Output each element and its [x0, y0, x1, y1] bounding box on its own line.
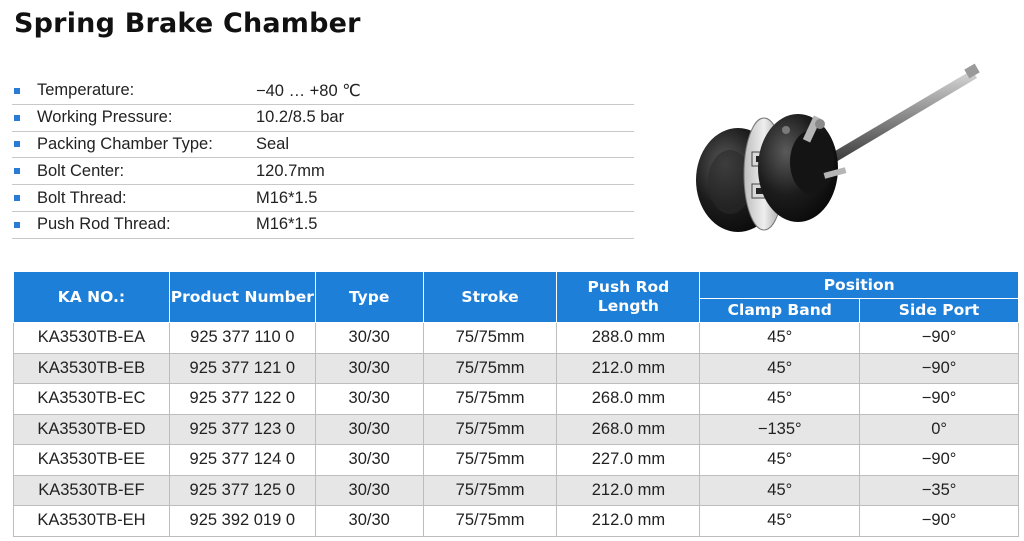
cell-push-rod-length: 268.0 mm — [557, 384, 700, 415]
cell-stroke: 75/75mm — [423, 414, 557, 445]
table-row — [14, 323, 1019, 354]
cell-type: 30/30 — [315, 353, 423, 384]
cell-stroke: 75/75mm — [423, 323, 557, 354]
cell-push-rod-length: 268.0 mm — [557, 414, 700, 445]
col-header-side-port: Side Port — [860, 299, 1019, 323]
col-header-type: Type — [315, 272, 423, 323]
bullet-square-icon — [14, 222, 20, 228]
cell-product-number: 925 377 110 0 — [169, 323, 315, 354]
cell-product-number: 925 377 124 0 — [169, 445, 315, 476]
cell-clamp-band: 45° — [700, 475, 860, 506]
cell-type: 30/30 — [315, 445, 423, 476]
cell-product-number: 925 377 125 0 — [169, 475, 315, 506]
spec-list — [12, 78, 634, 239]
cell-clamp-band: 45° — [700, 506, 860, 537]
spec-value: Seal — [256, 134, 290, 153]
cell-ka-no: KA3530TB-EE — [14, 445, 170, 476]
spec-row — [12, 212, 634, 239]
cell-stroke: 75/75mm — [423, 506, 557, 537]
cell-ka-no: KA3530TB-EF — [14, 475, 170, 506]
cell-ka-no: KA3530TB-EB — [14, 353, 170, 384]
cell-stroke: 75/75mm — [423, 445, 557, 476]
bullet-square-icon — [14, 88, 20, 94]
col-header-ka-no: KA NO.: — [14, 272, 170, 323]
brake-chamber-product-image — [690, 62, 990, 252]
cell-product-number: 925 392 019 0 — [169, 506, 315, 537]
spec-value: 120.7mm — [256, 161, 325, 180]
cell-ka-no: KA3530TB-ED — [14, 414, 170, 445]
bullet-square-icon — [14, 168, 20, 174]
col-header-position: Position — [700, 272, 1019, 299]
col-header-stroke: Stroke — [423, 272, 557, 323]
cell-side-port: −90° — [860, 506, 1019, 537]
spec-row — [12, 78, 634, 105]
spec-label: Working Pressure: — [37, 108, 173, 127]
cell-clamp-band: 45° — [700, 445, 860, 476]
cell-type: 30/30 — [315, 384, 423, 415]
cell-push-rod-length: 212.0 mm — [557, 475, 700, 506]
spec-row — [12, 158, 634, 185]
cell-side-port: −90° — [860, 353, 1019, 384]
col-header-push-rod-length: Push Rod Length — [557, 272, 700, 323]
cell-side-port: −35° — [860, 475, 1019, 506]
cell-side-port: 0° — [860, 414, 1019, 445]
cell-clamp-band: 45° — [700, 353, 860, 384]
bullet-square-icon — [14, 195, 20, 201]
spec-row — [12, 105, 634, 132]
cell-ka-no: KA3530TB-EA — [14, 323, 170, 354]
spec-label: Push Rod Thread: — [37, 215, 171, 234]
spec-label: Bolt Center: — [37, 161, 125, 180]
table-row — [14, 506, 1019, 537]
cell-stroke: 75/75mm — [423, 353, 557, 384]
spec-value: M16*1.5 — [256, 188, 318, 207]
spec-label: Packing Chamber Type: — [37, 134, 213, 153]
spec-value: 10.2/8.5 bar — [256, 108, 345, 127]
cell-ka-no: KA3530TB-EC — [14, 384, 170, 415]
spec-value: M16*1.5 — [256, 215, 318, 234]
cell-type: 30/30 — [315, 323, 423, 354]
spec-row — [12, 132, 634, 159]
product-table — [13, 271, 1019, 537]
cell-product-number: 925 377 122 0 — [169, 384, 315, 415]
cell-type: 30/30 — [315, 506, 423, 537]
cell-side-port: −90° — [860, 384, 1019, 415]
cell-clamp-band: 45° — [700, 323, 860, 354]
table-row — [14, 353, 1019, 384]
bullet-square-icon — [14, 115, 20, 121]
cell-push-rod-length: 212.0 mm — [557, 353, 700, 384]
cell-stroke: 75/75mm — [423, 384, 557, 415]
cell-push-rod-length: 288.0 mm — [557, 323, 700, 354]
spec-row — [12, 185, 634, 212]
cell-type: 30/30 — [315, 414, 423, 445]
spec-label: Temperature: — [37, 81, 135, 100]
cell-type: 30/30 — [315, 475, 423, 506]
table-row — [14, 445, 1019, 476]
table-row — [14, 384, 1019, 415]
cell-product-number: 925 377 123 0 — [169, 414, 315, 445]
cell-side-port: −90° — [860, 323, 1019, 354]
col-header-clamp-band: Clamp Band — [700, 299, 860, 323]
cell-push-rod-length: 212.0 mm — [557, 506, 700, 537]
bullet-square-icon — [14, 141, 20, 147]
table-row — [14, 414, 1019, 445]
page-title: Spring Brake Chamber — [14, 8, 361, 39]
cell-stroke: 75/75mm — [423, 475, 557, 506]
cell-product-number: 925 377 121 0 — [169, 353, 315, 384]
cell-clamp-band: −135° — [700, 414, 860, 445]
cell-side-port: −90° — [860, 445, 1019, 476]
col-header-product-number: Product Number — [169, 272, 315, 323]
cell-push-rod-length: 227.0 mm — [557, 445, 700, 476]
spec-value: −40 … +80 ℃ — [256, 81, 361, 100]
spec-label: Bolt Thread: — [37, 188, 127, 207]
cell-ka-no: KA3530TB-EH — [14, 506, 170, 537]
table-row — [14, 475, 1019, 506]
cell-clamp-band: 45° — [700, 384, 860, 415]
